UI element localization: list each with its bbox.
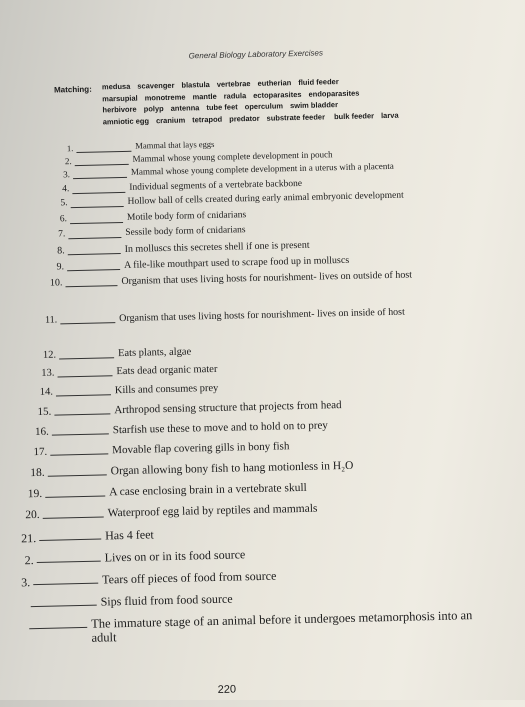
question-number: 14. bbox=[33, 387, 53, 398]
term: tube feet bbox=[206, 102, 237, 112]
question-number: 1. bbox=[53, 143, 73, 153]
page-number: 220 bbox=[218, 684, 237, 696]
question-item bbox=[16, 528, 154, 546]
term: predator bbox=[229, 113, 260, 123]
term: cranium bbox=[156, 115, 185, 125]
question-item bbox=[44, 255, 349, 273]
question-item bbox=[45, 225, 245, 240]
question-text: Sessile body form of cnidarians bbox=[125, 225, 246, 238]
question-text: Starfish use these to move and to hold on to prey bbox=[113, 419, 328, 436]
term: larva bbox=[381, 110, 399, 119]
question-number: 3. bbox=[50, 169, 70, 179]
term: substrate feeder bbox=[266, 112, 325, 122]
question-item bbox=[36, 346, 191, 361]
answer-blank[interactable] bbox=[67, 260, 120, 271]
question-text: Hollow ball of cells created during early animal embryonic development bbox=[127, 191, 403, 208]
question-text: In molluscs this secretes shell if one is present bbox=[125, 240, 310, 255]
matching-label: Matching: bbox=[54, 85, 92, 95]
answer-blank[interactable] bbox=[37, 552, 101, 563]
question-text: A file-like mouthpart used to scrape food up in molluscs bbox=[124, 255, 349, 271]
term: scavenger bbox=[137, 81, 174, 91]
question-text: Mammal whose young complete development in a uterus with a placenta bbox=[131, 162, 394, 178]
answer-blank[interactable] bbox=[72, 183, 125, 194]
question-text: A case enclosing brain in a vertebrate skull bbox=[109, 482, 307, 499]
term: endoparasites bbox=[308, 88, 359, 98]
question-item bbox=[49, 179, 302, 195]
answer-blank[interactable] bbox=[45, 486, 105, 497]
answer-blank[interactable] bbox=[57, 366, 112, 377]
question-text: Individual segments of a vertebrate backbone bbox=[129, 179, 302, 193]
question-item bbox=[27, 440, 289, 458]
question-number: 21. bbox=[16, 531, 36, 546]
term: amniotic egg bbox=[103, 116, 149, 126]
term: tetrapod bbox=[192, 114, 222, 124]
term: medusa bbox=[102, 82, 131, 92]
question-text: Eats plants, algae bbox=[118, 346, 191, 359]
question-number: 3. bbox=[10, 575, 30, 590]
question-text: Lives on or in its food source bbox=[105, 548, 246, 564]
question-text: Organ allowing bony fish to hang motionless in H₂O bbox=[111, 460, 354, 478]
term: mantle bbox=[192, 91, 216, 101]
answer-blank[interactable] bbox=[65, 276, 117, 287]
term: herbivore bbox=[102, 105, 136, 115]
answer-blank[interactable] bbox=[73, 168, 127, 179]
question-number: 20. bbox=[20, 509, 40, 521]
question-item bbox=[22, 482, 307, 501]
term-bank bbox=[102, 74, 433, 127]
term: polyp bbox=[144, 104, 164, 113]
answer-blank[interactable] bbox=[52, 424, 109, 435]
answer-blank[interactable] bbox=[39, 530, 101, 541]
question-item bbox=[47, 210, 246, 225]
question-text: Mammal that lays eggs bbox=[135, 140, 214, 151]
question-text: Eats dead organic mater bbox=[116, 364, 217, 378]
question-number: 2. bbox=[14, 553, 34, 568]
answer-blank[interactable] bbox=[43, 507, 104, 518]
question-text: Movable flap covering gills in bony fish bbox=[112, 440, 289, 456]
question-number: 17. bbox=[27, 446, 47, 458]
question-text: Mammal whose young complete development in pouch bbox=[133, 150, 333, 164]
question-item bbox=[42, 269, 451, 289]
term: ectoparasites bbox=[253, 89, 302, 99]
question-number: 6. bbox=[47, 214, 67, 224]
answer-blank[interactable] bbox=[60, 313, 115, 324]
question-number: 16. bbox=[29, 426, 49, 438]
question-text: Organism that uses living hosts for nourishment- lives on inside of host bbox=[119, 305, 459, 324]
question-item bbox=[33, 383, 219, 399]
answer-blank[interactable] bbox=[59, 348, 114, 359]
question-number: 8. bbox=[45, 245, 65, 256]
question-number: 18. bbox=[25, 467, 45, 479]
question-item bbox=[29, 419, 328, 438]
term: monotreme bbox=[145, 92, 186, 102]
answer-blank[interactable] bbox=[68, 244, 121, 255]
question-item bbox=[6, 609, 491, 647]
answer-blank[interactable] bbox=[70, 197, 123, 208]
question-number: 4. bbox=[49, 184, 69, 194]
term: fluid feeder bbox=[298, 77, 339, 87]
question-item bbox=[25, 460, 354, 480]
term: eutherian bbox=[257, 78, 291, 88]
question-number: 9. bbox=[44, 261, 64, 272]
question-item bbox=[45, 240, 310, 257]
answer-blank[interactable] bbox=[33, 574, 98, 585]
term: radula bbox=[224, 91, 247, 101]
question-number: 19. bbox=[22, 488, 42, 500]
answer-blank[interactable] bbox=[56, 385, 111, 396]
question-item bbox=[8, 593, 233, 611]
question-list bbox=[0, 133, 520, 145]
question-text: Has 4 feet bbox=[105, 528, 154, 542]
question-text: Kills and consumes prey bbox=[115, 383, 219, 397]
question-number: 10. bbox=[42, 277, 62, 288]
answer-blank[interactable] bbox=[29, 618, 87, 629]
term: marsupial bbox=[102, 93, 138, 103]
question-text: Tears off pieces of food from source bbox=[102, 570, 276, 587]
question-item bbox=[31, 399, 341, 418]
term: antenna bbox=[171, 103, 200, 113]
question-text: Arthropod sensing structure that projects from head bbox=[114, 399, 341, 416]
question-text: Sips fluid from food source bbox=[101, 593, 233, 609]
question-number: 11. bbox=[37, 315, 57, 326]
question-item bbox=[10, 570, 276, 591]
answer-blank[interactable] bbox=[68, 228, 121, 239]
question-number: 13. bbox=[34, 368, 54, 379]
question-item bbox=[34, 364, 217, 380]
term: bulk feeder bbox=[334, 111, 374, 121]
term: swim bladder bbox=[290, 100, 338, 110]
question-text: The immature stage of an animal before it undergoes metamorphosis into an adult bbox=[91, 609, 492, 646]
term: blastula bbox=[181, 80, 210, 90]
question-item bbox=[20, 503, 318, 522]
answer-blank[interactable] bbox=[50, 444, 108, 455]
page-header: General Biology Laboratory Exercises bbox=[0, 44, 518, 65]
question-number: 2. bbox=[52, 156, 72, 166]
term: vertebrae bbox=[217, 79, 251, 89]
answer-blank[interactable] bbox=[76, 142, 131, 153]
question-text: Organism that uses living hosts for nourishment- lives on outside of host bbox=[121, 269, 451, 287]
answer-blank[interactable] bbox=[70, 213, 123, 224]
question-item bbox=[37, 305, 459, 326]
answer-blank[interactable] bbox=[54, 404, 110, 415]
question-number: 15. bbox=[31, 406, 51, 418]
question-number: 5. bbox=[48, 198, 68, 208]
question-number: 12. bbox=[36, 350, 56, 361]
answer-blank[interactable] bbox=[31, 596, 97, 607]
answer-blank[interactable] bbox=[48, 465, 107, 476]
question-text: Motile body form of cnidarians bbox=[127, 210, 246, 223]
question-text: Waterproof egg laid by reptiles and mammals bbox=[108, 503, 318, 520]
question-number: 7. bbox=[45, 229, 65, 239]
answer-blank[interactable] bbox=[75, 155, 129, 166]
question-item bbox=[14, 548, 246, 568]
term: operculum bbox=[245, 101, 284, 111]
